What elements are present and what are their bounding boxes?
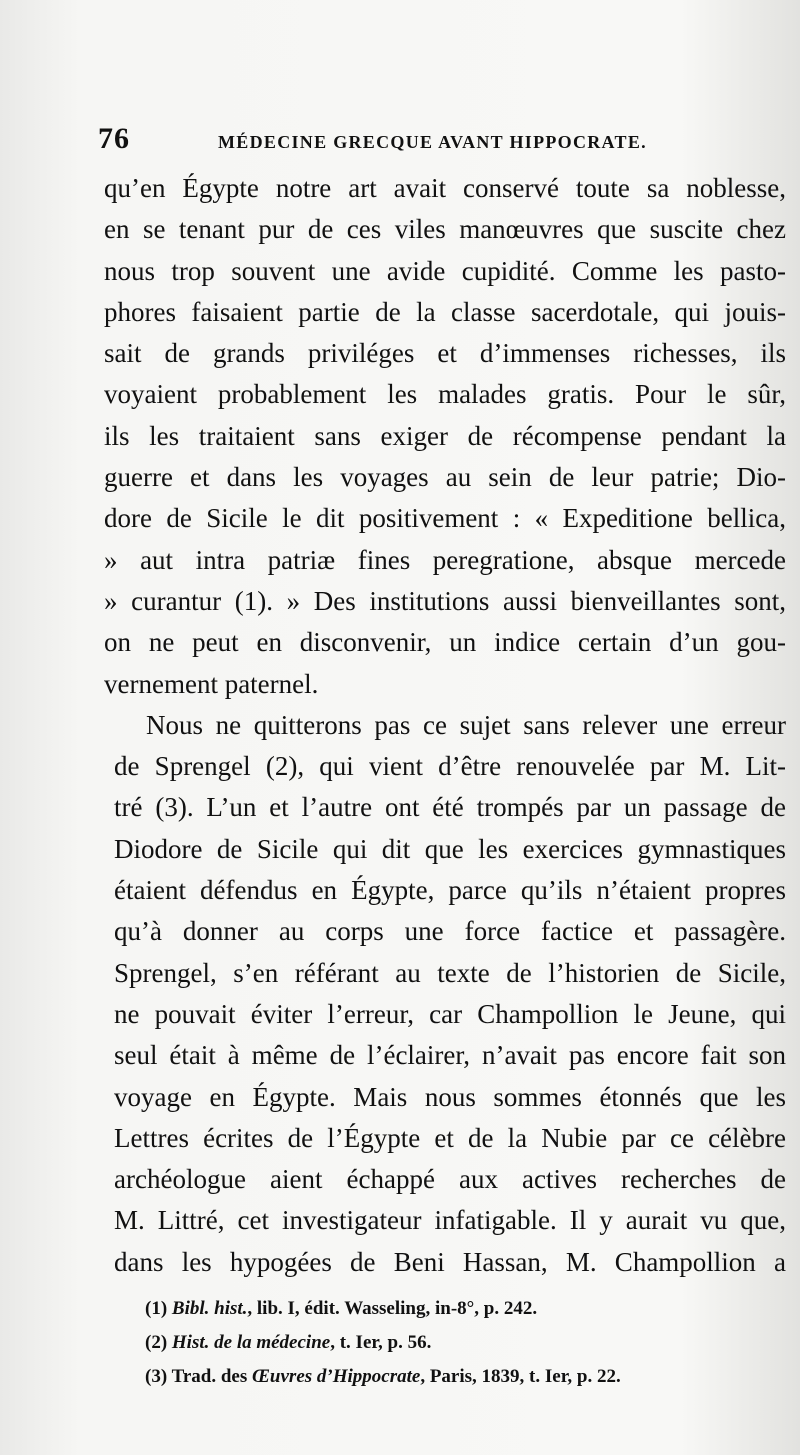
footnote-title: Hist. de la médecine (171, 1332, 331, 1353)
text-line: Diodore de Sicile qui dit que les exercices gymnastiques (114, 833, 786, 864)
running-header (98, 122, 788, 158)
text-line: en se tenant pur de ces viles manœuvres que suscite chez (104, 214, 786, 245)
text-line: vernement paternel. (104, 668, 319, 699)
footnote-1 (145, 1292, 765, 1326)
text-line: » curantur (1). » Des institutions aussi bienveillantes sont, (104, 585, 786, 616)
page-number: 76 (98, 122, 130, 155)
text-line: dore de Sicile le dit positivement : « Expeditione bellica, (104, 503, 786, 534)
body-text (104, 168, 786, 1283)
footnote-text: , t. Ier, p. 56. (330, 1332, 432, 1353)
text-line: tré (3). L’un et l’autre ont été trompés par un passage de (114, 792, 786, 823)
footnote-3 (145, 1360, 765, 1394)
text-line: sait de grands priviléges et d’immenses richesses, ils (104, 338, 786, 369)
text-line: phores faisaient partie de la classe sacerdotale, qui jouis- (104, 296, 786, 327)
footnote-2 (145, 1326, 765, 1360)
footnote-mark: (3) (145, 1366, 168, 1387)
text-line: dans les hypogées de Beni Hassan, M. Champollion a (114, 1246, 786, 1277)
footnote-text: , lib. I, édit. Wasseling, in-8°, p. 242. (247, 1298, 538, 1319)
paragraph-start-line: Nous ne quitterons pas ce sujet sans relever une erreur (146, 709, 786, 740)
footnote-text: , Paris, 1839, t. Ier, p. 22. (420, 1366, 621, 1387)
text-line: qu’en Égypte notre art avait conservé toute sa noblesse, (104, 173, 786, 203)
running-title: MÉDECINE GRECQUE AVANT HIPPOCRATE. (218, 132, 647, 152)
text-line: qu’à donner au corps une force factice et passagère. (114, 916, 786, 947)
text-line: étaient défendus en Égypte, parce qu’ils n’étaient propres (114, 875, 786, 906)
text-line: nous trop souvent une avide cupidité. Comme les pasto- (104, 255, 786, 286)
footnote-title: Bibl. hist. (171, 1298, 248, 1319)
text-line: voyage en Égypte. Mais nous sommes étonnés que les (114, 1081, 786, 1112)
text-line: ils les traitaient sans exiger de récompense pendant la (104, 420, 786, 451)
text-line: M. Littré, cet investigateur infatigable. Il y aurait vu que, (114, 1205, 786, 1236)
footnote-title: Œuvres d’Hippocrate (252, 1366, 421, 1387)
text-line: de Sprengel (2), qui vient d’être renouvelée par M. Lit- (114, 751, 786, 782)
text-line: Sprengel, s’en référant au texte de l’historien de Sicile, (114, 957, 786, 988)
footnotes (145, 1292, 765, 1394)
text-line: guerre et dans les voyages au sein de leur patrie; Dio- (104, 462, 786, 493)
text-line: ne pouvait éviter l’erreur, car Champollion le Jeune, qui (114, 998, 786, 1029)
text-line: » aut intra patriæ fines peregratione, absque mercede (104, 544, 786, 575)
text-line: Lettres écrites de l’Égypte et de la Nubie par ce célèbre (114, 1122, 786, 1153)
footnote-prefix: Trad. des (171, 1366, 252, 1387)
text-line: archéologue aient échappé aux actives recherches de (114, 1164, 786, 1195)
footnote-mark: (2) (145, 1332, 168, 1353)
text-line: on ne peut en disconvenir, un indice certain d’un gou- (104, 627, 786, 658)
text-line: seul était à même de l’éclairer, n’avait pas encore fait son (114, 1040, 786, 1071)
footnote-mark: (1) (145, 1298, 168, 1319)
text-line: voyaient probablement les malades gratis. Pour le sûr, (104, 379, 786, 410)
